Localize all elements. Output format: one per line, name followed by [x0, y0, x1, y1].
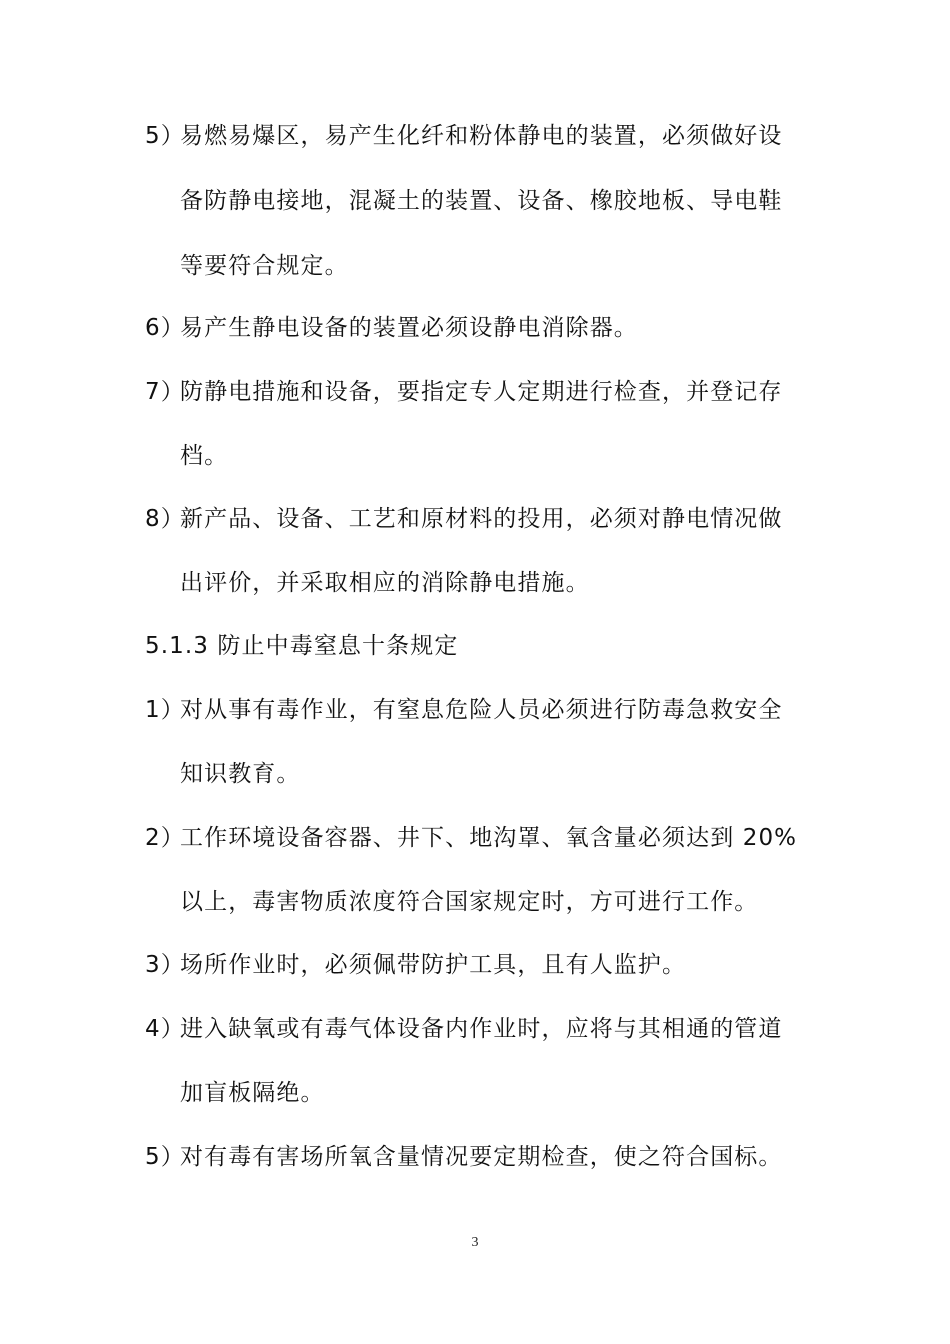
item-text: 备防静电接地，混凝土的装置、设备、橡胶地板、导电鞋 [180, 188, 783, 214]
item-text: 加盲板隔绝。 [180, 1080, 325, 1106]
item-number: 6） [145, 315, 185, 341]
item-number: 5） [145, 123, 185, 149]
item-text: 等要符合规定。 [180, 253, 349, 279]
page-number: 3 [471, 1235, 479, 1250]
item-text: 新产品、设备、工艺和原材料的投用，必须对静电情况做 [180, 506, 783, 532]
item-text: 进入缺氧或有毒气体设备内作业时，应将与其相通的管道 [180, 1016, 783, 1042]
item-text: 工作环境设备容器、井下、地沟罩、氧含量必须达到 20% [180, 825, 798, 851]
item-text: 出评价，并采取相应的消除静电措施。 [180, 570, 590, 596]
item-number: 7） [145, 379, 185, 405]
section-heading-text: 5.1.3 防止中毒窒息十条规定 [145, 633, 459, 659]
item-number: 1） [145, 697, 185, 723]
item-text: 对有毒有害场所氧含量情况要定期检查，使之符合国标。 [180, 1144, 783, 1170]
item-text: 防静电措施和设备，要指定专人定期进行检查，并登记存 [180, 379, 783, 405]
item-text: 以上，毒害物质浓度符合国家规定时，方可进行工作。 [180, 889, 759, 915]
item-text: 易燃易爆区，易产生化纤和粉体静电的装置，必须做好设 [180, 123, 783, 149]
item-number: 5） [145, 1144, 185, 1170]
item-text: 知识教育。 [180, 761, 301, 787]
item-text: 易产生静电设备的装置必须设静电消除器。 [180, 315, 638, 341]
item-number: 3） [145, 952, 185, 978]
item-number: 2） [145, 825, 185, 851]
item-number: 8） [145, 506, 185, 532]
item-number: 4） [145, 1016, 185, 1042]
item-text: 档。 [180, 443, 229, 469]
item-text: 对从事有毒作业，有窒息危险人员必须进行防毒急救安全 [180, 697, 783, 723]
item-text: 场所作业时，必须佩带防护工具，且有人监护。 [180, 952, 687, 978]
